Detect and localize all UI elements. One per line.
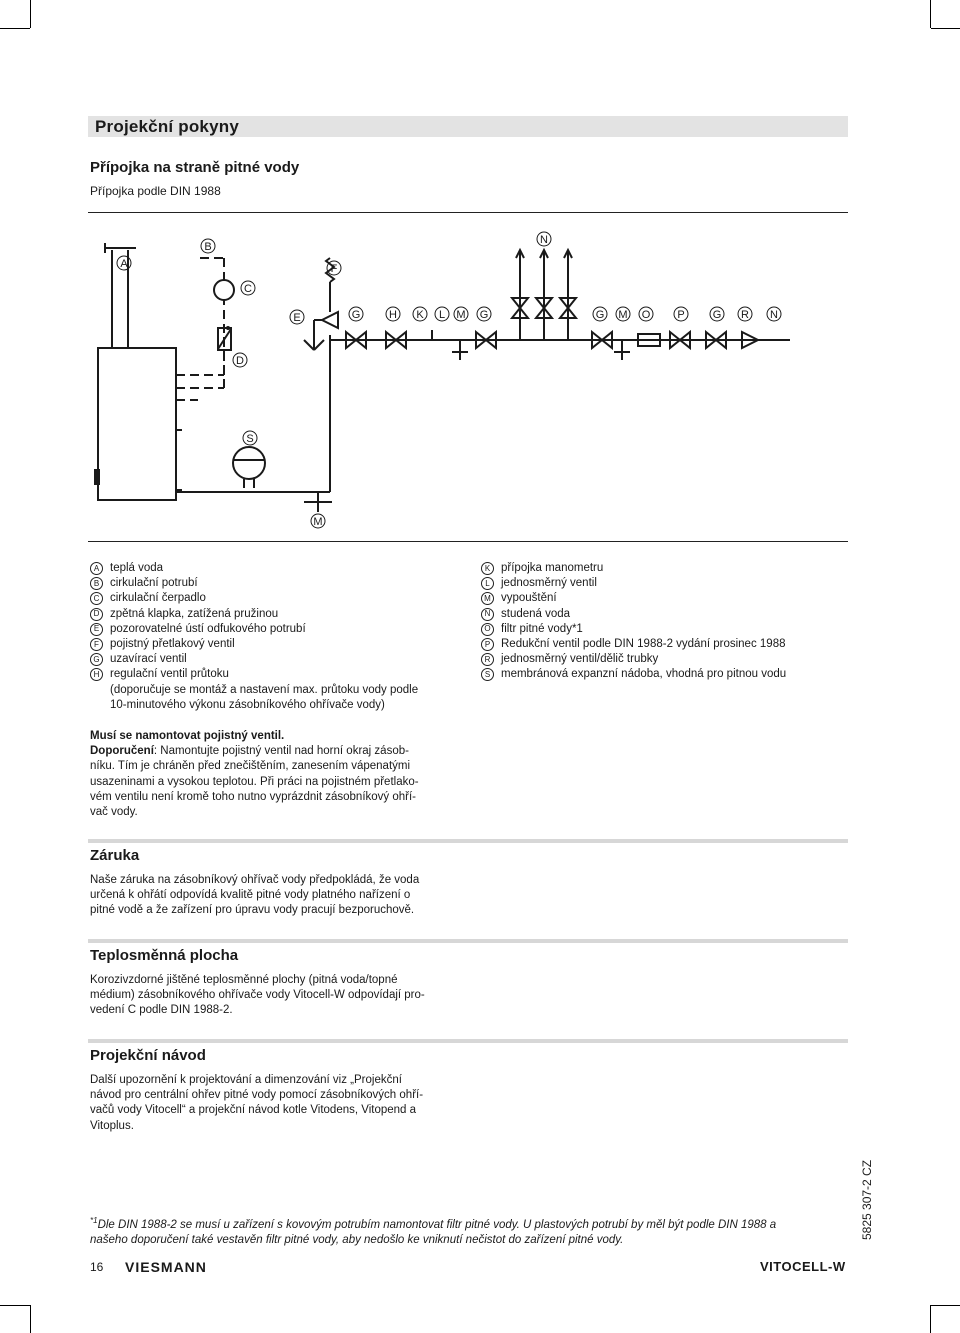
- crop-mark: [0, 28, 30, 29]
- page-number: 16: [90, 1260, 104, 1274]
- legend-key: G: [90, 653, 103, 666]
- legend-text: studená voda: [501, 607, 571, 620]
- text-line: Naše záruka na zásobníkový ohřívač vody předpokládá, že voda: [90, 874, 420, 886]
- legend-text: pojistný přetlakový ventil: [110, 637, 235, 650]
- legend-item: [90, 561, 480, 576]
- legend-item: [90, 622, 480, 637]
- storage-tank: [98, 348, 176, 500]
- text-line: pitné vodě a že zařízení pro úpravu vody pracují bezporuchově.: [90, 904, 415, 917]
- legend-key: F: [90, 638, 103, 651]
- crop-mark: [931, 28, 960, 29]
- section-divider: [88, 1039, 848, 1043]
- note-line: níku. Tím je chráněn před znečištěním, zanesením vápenatými: [90, 760, 411, 773]
- legend-item: [90, 591, 480, 606]
- legend-item: [90, 637, 480, 652]
- section-title-warranty: Záruka: [90, 847, 140, 864]
- section-title-heat-surface: Teplosměnná plocha: [90, 947, 239, 964]
- legend-key: L: [481, 577, 494, 590]
- legend-continuation: (doporučuje se montáž a nastavení max. průtoku vody podle: [110, 683, 419, 696]
- svg-text:M: M: [313, 516, 323, 528]
- product-name: VITOCELL-W: [760, 1259, 846, 1274]
- footnote: [90, 1213, 850, 1248]
- legend-item: [481, 561, 851, 576]
- legend-right: [481, 561, 851, 683]
- svg-text:C: C: [244, 283, 252, 295]
- legend-item: [481, 607, 851, 622]
- legend-text: filtr pitné vody*1: [501, 622, 583, 635]
- svg-text:R: R: [741, 309, 749, 321]
- crop-mark: [0, 1305, 30, 1306]
- svg-text:L: L: [438, 309, 446, 321]
- svg-text:B: B: [204, 241, 212, 253]
- section-subtitle: Přípojka podle DIN 1988: [90, 184, 221, 198]
- safety-bold-line: Musí se namontovat pojistný ventil.: [90, 730, 285, 742]
- legend-text: pozorovatelné ústí odfukového potrubí: [110, 622, 306, 635]
- safety-note: [90, 729, 470, 820]
- section-divider: [88, 939, 848, 943]
- recommendation-text: : Namontujte pojistný ventil nad horní okraj zásob-: [153, 745, 409, 758]
- text-line: Další upozornění k projektování a dimenzování viz „Projekční: [90, 1074, 402, 1086]
- legend-item: [481, 591, 851, 606]
- svg-text:G: G: [595, 309, 605, 321]
- svg-text:H: H: [389, 309, 397, 321]
- legend-item: [481, 637, 851, 652]
- footnote-line: Dle DIN 1988-2 se musí u zařízení s kovovým potrubím namontovat filtr pitné vody. U plastových potrubí by měl být podle DIN 1988 a: [97, 1218, 777, 1231]
- crop-mark: [30, 1305, 31, 1333]
- divider: [88, 541, 848, 542]
- legend-key: E: [90, 623, 103, 636]
- svg-text:G: G: [351, 309, 361, 321]
- crop-mark: [930, 1305, 931, 1333]
- note-line: usazeninami a vysokou teplotou. Při práci na pojistném přetlako-: [90, 775, 419, 788]
- page-title: Projekční pokyny: [95, 117, 239, 136]
- warranty-text: [90, 873, 470, 919]
- svg-text:A: A: [120, 258, 128, 270]
- brand-logo: VIESMANN: [125, 1259, 207, 1275]
- text-line: Korozivzdorné jištěné teplosměnné plochy (pitná voda/topné: [90, 974, 398, 986]
- legend-key: K: [481, 562, 494, 575]
- legend-text: Redukční ventil podle DIN 1988-2 vydání prosinec 1988: [501, 637, 786, 650]
- note-line: vač vody.: [90, 806, 138, 819]
- text-line: vedení C podle DIN 1988-2.: [90, 1004, 233, 1017]
- document-number: 5825 307-2 CZ: [860, 1159, 874, 1240]
- legend-text: jednosměrný ventil/dělič trubky: [501, 653, 659, 666]
- legend-item: [481, 576, 851, 591]
- svg-text:M: M: [618, 309, 628, 321]
- legend-key: M: [481, 592, 494, 605]
- legend-item: [481, 652, 851, 667]
- legend-key: P: [481, 638, 494, 651]
- legend-key: C: [90, 592, 103, 605]
- legend-item: [481, 667, 851, 682]
- legend-left: [90, 561, 480, 713]
- footnote-marker: *1: [90, 1216, 98, 1225]
- text-line: určená k ohřátí odpovídá kvalitě pitné vody platného nařízení o: [90, 889, 411, 902]
- legend-continuation: 10-minutového výkonu zásobníkového ohřívače vody): [110, 698, 385, 711]
- legend-item: [90, 652, 480, 667]
- section-title-connection: Přípojka na straně pitné vody: [90, 159, 300, 176]
- plumbing-diagram: [0, 220, 960, 540]
- svg-text:M: M: [456, 309, 466, 321]
- svg-text:G: G: [479, 309, 489, 321]
- legend-key: N: [481, 608, 494, 621]
- crop-mark: [30, 0, 31, 28]
- divider: [88, 212, 848, 213]
- legend-text: membránová expanzní nádoba, vhodná pro pitnou vodu: [501, 668, 787, 681]
- legend-text: vypouštění: [501, 592, 557, 605]
- legend-key: H: [90, 668, 103, 681]
- svg-text:P: P: [677, 309, 685, 321]
- legend-item: [90, 607, 480, 622]
- footnote-line: našeho doporučení také vestavěn filtr pitné vody, aby nedošlo ke vniknutí nečistot do zařízení pitné vody.: [90, 1233, 624, 1246]
- svg-text:N: N: [770, 309, 778, 321]
- legend-item: [90, 576, 480, 591]
- svg-text:O: O: [641, 309, 651, 321]
- crop-mark: [930, 0, 931, 28]
- legend-item: [90, 667, 480, 682]
- text-line: Vitoplus.: [90, 1119, 134, 1132]
- legend-text: uzavírací ventil: [110, 653, 187, 666]
- legend-text: cirkulační potrubí: [110, 577, 198, 590]
- guide-text: [90, 1073, 470, 1134]
- text-line: návod pro centrální ohřev pitné vody pomocí zásobníkových ohří-: [90, 1089, 424, 1102]
- section-divider: [88, 839, 848, 843]
- legend-text: přípojka manometru: [501, 562, 604, 574]
- legend-item: [481, 622, 851, 637]
- section-title-guide: Projekční návod: [90, 1047, 206, 1064]
- text-line: vačů vody Vitocell“ a projekční návod kotle Vitodens, Vitopend a: [90, 1104, 417, 1117]
- legend-text: regulační ventil průtoku: [110, 668, 229, 681]
- note-line: vém ventilu není kromě toho nutno vyprázdnit zásobníkový ohří-: [90, 790, 417, 803]
- svg-text:F: F: [330, 263, 338, 275]
- legend-key: A: [90, 562, 103, 575]
- heat-surface-text: [90, 973, 470, 1019]
- svg-text:E: E: [293, 312, 301, 324]
- recommendation-label: Doporučení: [90, 745, 154, 758]
- legend-key: S: [481, 668, 494, 681]
- svg-text:K: K: [416, 309, 424, 321]
- legend-key: B: [90, 577, 103, 590]
- svg-text:G: G: [712, 309, 722, 321]
- legend-text: jednosměrný ventil: [501, 577, 597, 590]
- legend-text: cirkulační čerpadlo: [110, 592, 206, 605]
- svg-text:D: D: [236, 355, 244, 367]
- legend-text: teplá voda: [110, 562, 164, 574]
- svg-text:S: S: [246, 433, 254, 445]
- legend-key: R: [481, 653, 494, 666]
- legend-key: O: [481, 623, 494, 636]
- svg-text:N: N: [540, 234, 548, 246]
- text-line: médium) zásobníkového ohřívače vody Vitocell-W odpovídají pro-: [90, 989, 425, 1002]
- legend-text: zpětná klapka, zatížená pružinou: [110, 607, 279, 620]
- crop-mark: [931, 1305, 960, 1306]
- legend-key: D: [90, 608, 103, 621]
